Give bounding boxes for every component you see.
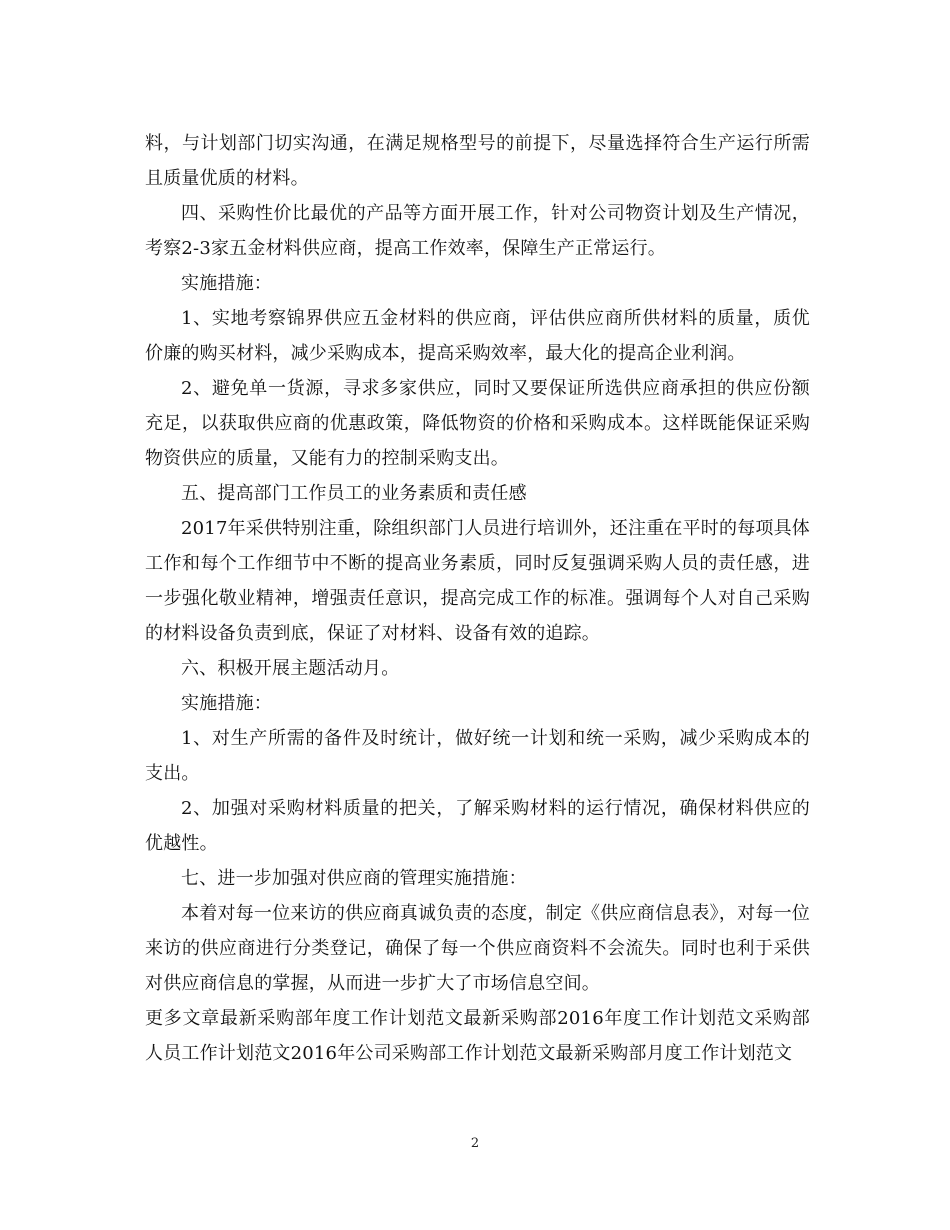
paragraph-6: 五、提高部门工作员工的业务素质和责任感	[181, 483, 527, 504]
document-body	[145, 126, 810, 1071]
paragraph-11: 2、加强对采购材料质量的把关，了解采购材料的运行情况，确保材料供应的优越性。	[145, 798, 810, 854]
paragraph-5: 2、避免单一货源，寻求多家供应，同时又要保证所选供应商承担的供应份额充足，以获取供应商的优惠政策，降低物资的价格和采购成本。这样既能保证采购物资供应的质量，又能有力的控制采购支出。	[145, 378, 810, 469]
paragraph-4: 1、实地考察锦界供应五金材料的供应商，评估供应商所供材料的质量，质优价廉的购买材料，减少采购成本，提高采购效率，最大化的提高企业利润。	[145, 308, 810, 364]
paragraph-8: 六、积极开展主题活动月。	[181, 658, 400, 679]
paragraph-7: 2017年采供特别注重，除组织部门人员进行培训外，还注重在平时的每项具体工作和每个工作细节中不断的提高业务素质，同时反复强调采购人员的责任感，进一步强化敬业精神，增强责任意识，提高完成工作的标准。强调每个人对自己采购的材料设备负责到底，保证了对材料、设备有效的追踪。	[145, 518, 811, 644]
paragraph-1: 料，与计划部门切实沟通，在满足规格型号的前提下，尽量选择符合生产运行所需且质量优质的材料。	[145, 133, 810, 189]
paragraph-9: 实施措施：	[181, 693, 272, 714]
page-number: 2	[470, 1136, 480, 1151]
paragraph-10: 1、对生产所需的备件及时统计，做好统一计划和统一采购，减少采购成本的支出。	[145, 728, 810, 784]
paragraph-2: 四、采购性价比最优的产品等方面开展工作，针对公司物资计划及生产情况，考察2-3家五金材料供应商，提高工作效率，保障生产正常运行。	[145, 203, 810, 259]
more-articles-paragraph: 更多文章最新采购部年度工作计划范文最新采购部2016年度工作计划范文采购部人员工作计划范文2016年公司采购部工作计划范文最新采购部月度工作计划范文	[145, 1008, 810, 1064]
paragraph-12: 七、进一步加强对供应商的管理实施措施：	[181, 868, 527, 889]
paragraph-3: 实施措施：	[181, 273, 272, 294]
paragraph-13: 本着对每一位来访的供应商真诚负责的态度，制定《供应商信息表》，对每一位来访的供应商进行分类登记，确保了每一个供应商资料不会流失。同时也利于采供对供应商信息的掌握，从而进一步扩大了市场信息空间。	[145, 903, 810, 994]
